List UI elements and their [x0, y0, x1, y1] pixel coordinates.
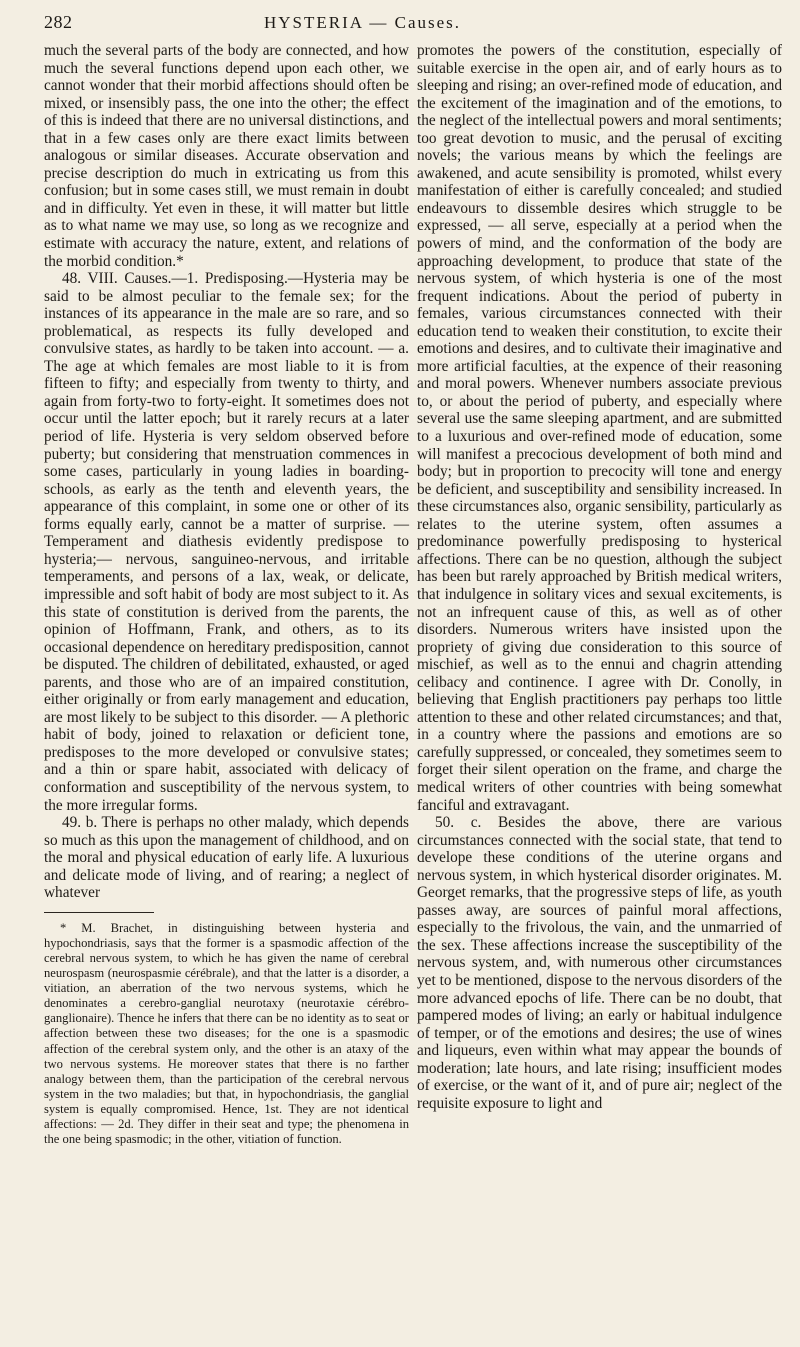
footnote-rule [44, 912, 154, 913]
page-header [44, 12, 786, 42]
page-number: 282 [44, 12, 73, 32]
paragraph-49: 49. b. There is perhaps no other malady, which depends so much as this upon the management of childhood, and on the moral and physical education of early life. A luxurious and delicate mode of living, and of rearing; a neglect of whatever [44, 814, 409, 902]
paragraph-continuation-right: promotes the powers of the constitution, especially of suitable exercise in the open air, and of early hours as to sleeping and rising; an over-refined mode of education, and the excitement of the imagination and of the emotions, to the neglect of the intellectual powers and moral sentiments; too great devotion to music, and the perusal of exciting novels; the various means by which the feelings are awakened, and acute sensibility is promoted, whilst every manifestation of either is carefully concealed; and studied endeavours to dissemble desires which struggle to be expressed, — all serve, especially at a period when the powers of mind, and the conformation of the body are approaching development, to produce that state of the nervous system, of which hysteria is one of the most frequent indications. About the period of puberty in females, various circumstances connected with their education tend to weaken their constitution, to excite their emotions and desires, and to cultivate their imaginative and more artificial faculties, at the expence of their reasoning and moral powers. Whenever numbers associate previous to, or about the period of puberty, and especially where several use the same sleeping apartment, and are submitted to a luxurious and over-refined mode of education, some will manifest a precocious development of both mind and body; but in proportion to precocity will tone and energy be deficient, and susceptibility and sensibility increased. In these circumstances also, organic sensibility, particularly as relates to the uterine system, often assumes a predominance powerfully predisposing to hysterical affections. There can be no question, although the subject has been but rarely approached by British medical writers, that indulgence in solitary vices and sexual excitements, is not an infrequent cause of this, as well as of other disorders. Numerous writers have insisted upon the propriety of giving due consideration to this source of mischief, as well as to the ennui and chagrin attending celibacy and continence. I agree with Dr. Conolly, in believing that English practitioners pay perhaps too little attention to these and other related circumstances; and that, in a country where the passions and emotions are so carefully suppressed, or concealed, they sometimes seem to forget their silent operation on the frame, and charge the medical writers of other countries with being somewhat fanciful and extravagant. [417, 42, 782, 814]
running-head: HYSTERIA — Causes. [264, 13, 462, 32]
paragraph-48: 48. VIII. Causes.—1. Predisposing.—Hysteria may be said to be almost peculiar to the female sex; for the instances of its appearance in the male are so rare, and so problematical, as respects its fully developed and convulsive states, as hardly to be taken into account. — a. The age at which females are most liable to it is from fifteen to fifty; and especially from twenty to thirty, and again from forty-two to forty-eight. It sometimes does not occur until the latter epoch; but it rarely recurs at a later period of life. Hysteria is very seldom observed before puberty; but considering that menstruation commences in some cases, particularly in young ladies in boarding-schools, as early as the tenth and eleventh years, the appearance of this complaint, in some one or other of its forms equally early, cannot be a matter of surprise. — Temperament and diathesis evidently predispose to hysteria;— nervous, sanguineo-nervous, and irritable temperaments, and persons of a lax, weak, or delicate, impressible and soft habit of body are most subject to it. As this state of constitution is derived from the parents, the opinion of Hoffmann, Frank, and others, as to its occasional dependence on hereditary predisposition, cannot be disputed. The children of debilitated, exhausted, or aged parents, and those who are of an impaired constitution, either originally or from early management and education, are most likely to be subject to this disorder. — A plethoric habit of body, joined to relaxation or deficient tone, predisposes to the more developed or convulsive states; and a thin or spare habit, associated with delicacy of conformation and susceptibility of the nervous system, to the more irregular forms. [44, 270, 409, 814]
text-columns [44, 42, 786, 1147]
footnote-text: * M. Brachet, in distinguishing between hysteria and hypochondriasis, says that the former is a spasmodic affection of the cerebral nervous system, to which he has given the name of cerebral neurospasm (neurospasmie cérébrale), and that the latter is a disorder, a vitiation, an aberration of the two nervous systems, which he denominates a cerebro-ganglial neurotaxy (neurotaxie cérébro-ganglionaire). Thence he infers that there can be no identity as to seat or affection between these two diseases; for the one is a spasmodic affection of the cerebral system only, and the other is an ataxy of the two nervous systems. He moreover states that there is no farther analogy between them, than the participation of the cerebral nervous system in the two maladies; but that, in hypochondriasis, the ganglial system is equally compromised. Hence, 1st. They are not identical affections: — 2d. They differ in their seat and type; the phenomena in the one being spasmodic; in the other, vitiation of function. [44, 920, 409, 1147]
right-column [417, 42, 782, 1147]
paragraph-continuation: much the several parts of the body are connected, and how much the several functions depend upon each other, we cannot wonder that their morbid affections should often be mixed, or insensibly pass, the one into the other; the effect of this is indeed that there are no universal distinctions, and that in a few cases only are there exact limits between analogous or similar diseases. Accurate observation and precise description do much in extricating us from this confusion; but in some cases still, we must remain in doubt and in difficulty. Yet even in these, it will matter but little as to what name we may use, so long as we recognize and estimate with accuracy the nature, extent, and relations of the morbid condition.* [44, 42, 409, 270]
left-column [44, 42, 409, 1147]
footnote [44, 921, 409, 1147]
paragraph-50: 50. c. Besides the above, there are various circumstances connected with the social state, that tend to develope these conditions of the uterine organs and nervous system, in which hysterical disorder originates. M. Georget remarks, that the progressive steps of life, as youth passes away, are sources of painful moral affections, especially to the frivolous, the vain, and the unmarried of the sex. These affections increase the susceptibility of the nervous system, and, with numerous other circumstances yet to be mentioned, dispose to the nervous disorders of the more advanced epochs of life. There can be no doubt, that pampered modes of living; an early or habitual indulgence of temper, or of the emotions and desires; the use of wines and liqueurs, even within what may appear the bounds of moderation; late hours, and late rising; insufficient modes of exercise, or the want of it, and of pure air; neglect of the requisite exposure to light and [417, 814, 782, 1112]
